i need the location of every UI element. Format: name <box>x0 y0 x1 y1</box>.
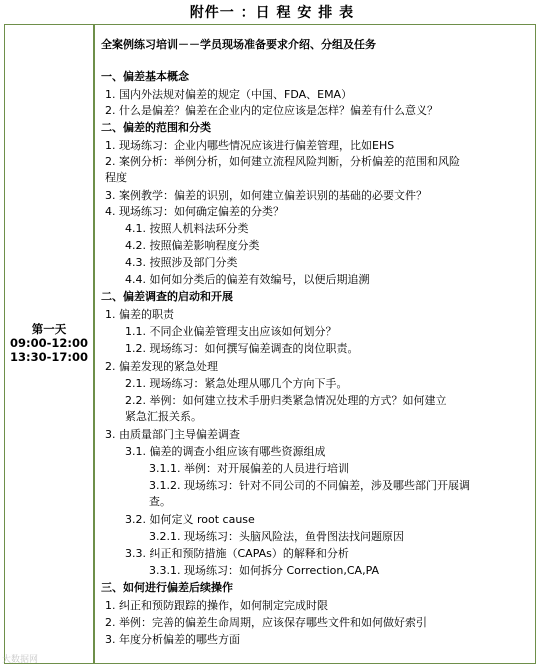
section-heading: 三、如何进行偏差后续操作 <box>101 581 233 594</box>
time-morning: 09:00-12:00 <box>10 336 88 350</box>
agenda-item: 4.4. 如何如分类后的偏差有效编号，以便后期追溯 <box>125 273 370 286</box>
agenda-item: 3.2.1. 现场练习：头脑风险法，鱼骨图法找问题原因 <box>149 530 404 543</box>
section-heading: 一、偏差基本概念 <box>101 70 189 83</box>
agenda-item: 3.3. 纠正和预防措施（CAPAs）的解释和分析 <box>125 547 349 560</box>
agenda-item: 3.1.2. 现场练习：针对不同公司的不同偏差，涉及哪些部门开展调 <box>149 479 470 492</box>
day-cell <box>5 322 93 364</box>
section-heading: 二、偏差调查的启动和开展 <box>101 290 233 303</box>
agenda-item: 2.1. 现场练习：紧急处理从哪几个方向下手。 <box>125 377 348 390</box>
agenda-item: 紧急汇报关系。 <box>125 410 202 423</box>
agenda-item: 4. 现场练习：如何确定偏差的分类？ <box>105 205 284 218</box>
section-heading: 二、偏差的范围和分类 <box>101 121 211 134</box>
agenda-item: 3.3.1. 现场练习：如何拆分 Correction,CA,PA <box>149 564 380 577</box>
agenda-item: 1.1. 不同企业偏差管理支出应该如何划分？ <box>125 325 337 338</box>
agenda-item: 3.1.1. 举例：对开展偏差的人员进行培训 <box>149 462 349 475</box>
agenda-item: 1. 偏差的职责 <box>105 308 174 321</box>
agenda-item: 1. 现场练习：企业内哪些情况应该进行偏差管理，比如EHS <box>105 139 395 152</box>
schedule-table <box>4 24 536 664</box>
column-divider <box>93 25 95 663</box>
section-heading: 全案例练习培训－－学员现场准备要求介绍、分组及任务 <box>101 38 376 51</box>
day-label: 第一天 <box>31 322 67 336</box>
agenda-item: 2. 什么是偏差？偏差在企业内的定位应该是怎样？偏差有什么意义？ <box>105 104 438 117</box>
agenda-item: 程度 <box>105 171 127 184</box>
time-afternoon: 13:30-17:00 <box>10 350 88 364</box>
agenda-item: 查。 <box>149 495 171 508</box>
agenda-item: 2. 举例：完善的偏差生命周期，应该保存哪些文件和如何做好索引 <box>105 616 427 629</box>
agenda-item: 1. 纠正和预防跟踪的操作，如何制定完成时限 <box>105 599 328 612</box>
agenda-item: 3.2. 如何定义 root cause <box>125 513 255 526</box>
page-title: 附件一 ：日 程 安 排 表 <box>189 5 355 21</box>
agenda-item: 3. 由质量部门主导偏差调查 <box>105 428 240 441</box>
agenda-item: 4.2. 按照偏差影响程度分类 <box>125 239 260 252</box>
agenda-item: 1. 国内外法规对偏差的规定（中国、FDA、EMA） <box>105 88 353 101</box>
agenda-item: 3.1. 偏差的调查小组应该有哪些资源组成 <box>125 445 326 458</box>
agenda-item: 1.2. 现场练习：如何撰写偏差调查的岗位职责。 <box>125 342 359 355</box>
agenda-item: 2. 偏差发现的紧急处理 <box>105 360 218 373</box>
agenda-item: 2. 案例分析：举例分析，如何建立流程风险判断，分析偏差的范围和风险 <box>105 155 460 168</box>
agenda-item: 3. 年度分析偏差的哪些方面 <box>105 633 240 646</box>
agenda-item: 4.1. 按照人机料法环分类 <box>125 222 249 235</box>
watermark: 大数据网 <box>2 655 39 665</box>
agenda-item: 4.3. 按照涉及部门分类 <box>125 256 238 269</box>
agenda-item: 3. 案例教学：偏差的识别，如何建立偏差识别的基础的必要文件？ <box>105 189 427 202</box>
agenda-item: 2.2. 举例：如何建立技术手册归类紧急情况处理的方式？如何建立 <box>125 394 447 407</box>
